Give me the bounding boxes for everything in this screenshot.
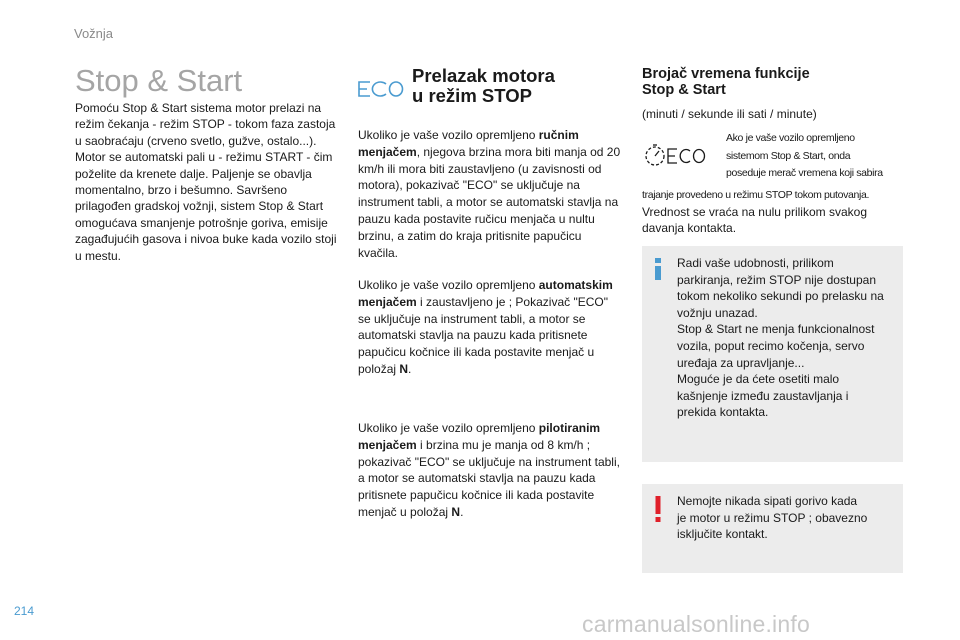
timer-note-line-4: trajanje provedeno u režimu STOP tokom putovanja.: [642, 188, 870, 201]
info-icon: [653, 258, 663, 280]
watermark: carmanualsonline.info: [582, 611, 810, 637]
page-title: Stop & Start: [75, 63, 243, 98]
timer-note-line-2: sistemom Stop & Start, onda: [726, 149, 851, 162]
intro-text: Pomoću Stop & Start sistema motor prelazi na režim čekanja - režim STOP - tokom faza zastoja u saobraćaju (crveno svetlo, gužve, ostalo...). Motor se automatski pali u - režimu START - čim poželite da krenete dalje. Paljenje se obavlja momentalno, brzo i bešumno. Savršeno prilagođen gradskoj vožnji, sistem Stop & Start omogućava smanjenje potrošnje goriva, emisije zagađujućih gasova i nivoa buke kada vozilo stoji u mestu.: [75, 101, 337, 263]
timer-note-line-1: Ako je vaše vozilo opremljeno: [726, 132, 855, 144]
timer-note-row: [642, 130, 904, 183]
timer-title: Brojač vremena funkcije Stop & Start: [642, 66, 810, 98]
timer-reset-text: Vrednost se vraća na nulu prilikom svakog davanja kontakta.: [642, 204, 867, 236]
piloted-gearbox-term: pilotiranim menjačem: [358, 421, 601, 452]
stop-mode-title: Prelazak motora u režim STOP: [412, 65, 555, 106]
page-number: 214: [14, 604, 35, 618]
timer-note-line-3: poseduje merač vremena koji sabira: [726, 167, 883, 180]
piloted-gearbox-paragraph: Ukoliko je vaše vozilo opremljeno pilotiranim menjačem i brzina mu je manja od 8 km/h ; pokazivač "ECO" se uključuje na instrument tabli, a motor se automatski stavlja na pauzu kada pritisnete papučicu kočnice ili kada postavite menjač u položaj N.: [358, 421, 620, 519]
automatic-gearbox-term: automatskim menjačem: [358, 278, 613, 309]
timer-section: [642, 66, 904, 237]
intro-column: [75, 64, 340, 264]
manual-gearbox-paragraph: Ukoliko je vaše vozilo opremljeno ručnim menjačem, njegova brzina mora biti manja od 20 km/h ili mora biti zaustavljeno (u zavisnosti od motora), pokazivač "ECO" se uključuje na instrument tabli, a motor se automatski stavlja na pauzu kada postavite ručicu menjača u nultu brzinu, a zatim do kraja pritisnite papučicu kvačila.: [358, 128, 621, 260]
warning-box: [642, 484, 903, 573]
timer-units: (minuti / sekunde ili sati / minute): [642, 107, 817, 121]
exclamation-icon: [655, 496, 661, 522]
section-label: Vožnja: [74, 26, 114, 41]
stop-mode-heading: [356, 66, 621, 106]
eco-icon: [356, 78, 404, 100]
warning-text: Nemojte nikada sipati gorivo kada je motor u režimu STOP ; obavezno isključite kontakt.: [677, 494, 868, 542]
manual-gearbox-term: ručnim menjačem: [358, 128, 579, 159]
info-box: [642, 246, 903, 462]
eco-timer-icon: [642, 142, 708, 168]
automatic-gearbox-paragraph: Ukoliko je vaše vozilo opremljeno automatskim menjačem i zaustavljeno je ; Pokazivač "ECO" se uključuje na instrument tabli, a motor se automatski stavlja na pauzu kada pritisnete papučicu kočnice ili kada postavite menjač u položaj N.: [358, 278, 613, 376]
info-text: Radi vaše udobnosti, prilikom parkiranja, režim STOP nije dostupan tokom nekoliko sekundi po prelasku na vožnju unazad. Stop & Start ne menja funkcionalnost vozila, poput recimo kočenja, servo uređaja za upravljanje... Moguće je da ćete osetiti malo kašnjenje između zaustavljanja i prekida kontakta.: [677, 256, 884, 420]
